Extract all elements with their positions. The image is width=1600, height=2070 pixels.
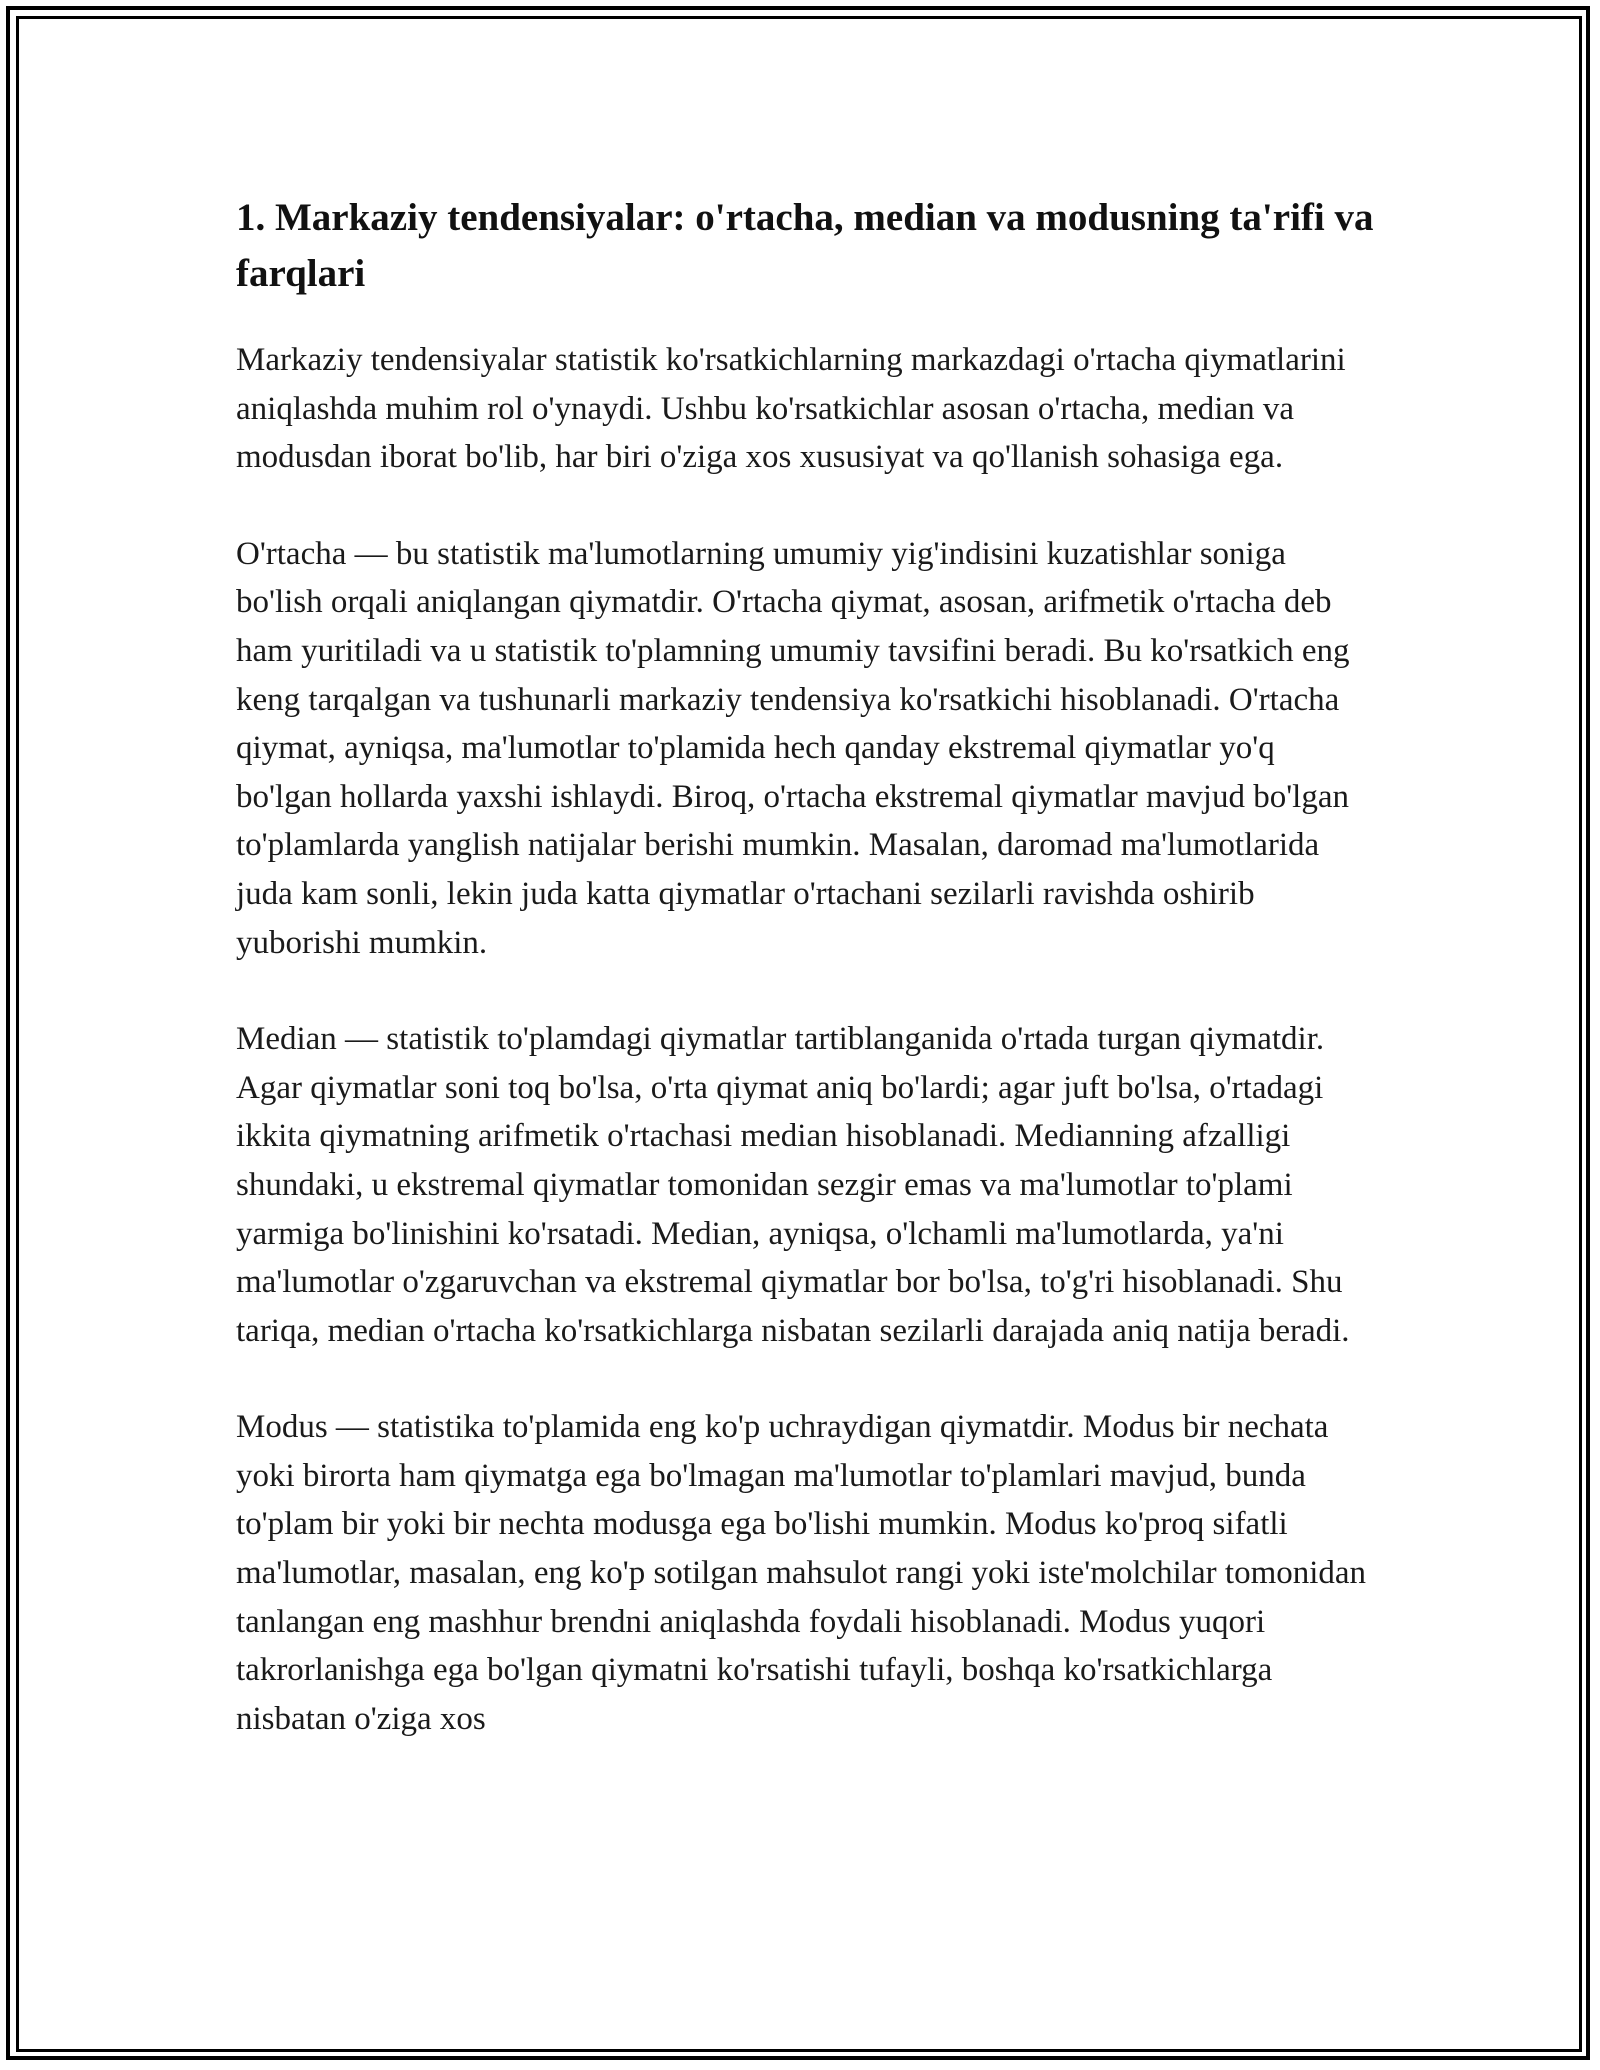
paragraph-median: Median — statistik to'plamdagi qiymatlar tartiblanganida o'rtada turgan qiymatdir. Agar qiymatlar soni toq bo'lsa, o'rta qiymat aniq bo'lardi; agar juft bo'lsa, o'rtadagi ikkita qiymatning arifmetik o'rtachasi median hisoblanadi. Medianning afzalligi shundaki, u ekstremal qiymatlar tomonidan sezgir emas va ma'lumotlar to'plami yarmiga bo'linishini ko'rsatadi. Median, ayniqsa, o'lchamli ma'lumotlarda, ya'ni ma'lumotlar o'zgaruvchan va ekstremal qiymatlar bor bo'lsa, to'g'ri hisoblanadi. Shu tariqa, median o'rtacha ko'rsatkichlarga nisbatan sezilarli darajada aniq natija beradi. xyxy=(236,1021,1350,1349)
paragraph-mode: Modus — statistika to'plamida eng ko'p uchraydigan qiymatdir. Modus bir nechata yoki birorta ham qiymatga ega bo'lmagan ma'lumotlar to'plamlari mavjud, bunda to'plam bir yoki bir nechta modusga ega bo'lishi mumkin. Modus ko'proq sifatli ma'lumotlar, masalan, eng ko'p sotilgan mahsulot rangi yoki iste'molchilar tomonidan tanlangan eng mashhur brendni aniqlashda foydali hisoblanadi. Modus yuqori takrorlanishga ega bo'lgan qiymatni ko'rsatishi tufayli, boshqa ko'rsatkichlarga nisbatan o'ziga xos xyxy=(236,1409,1367,1737)
document-body xyxy=(236,190,1376,1791)
paragraph-mean: O'rtacha — bu statistik ma'lumotlarning umumiy yig'indisini kuzatishlar soniga bo'lish orqali aniqlangan qiymatdir. O'rtacha qiymat, asosan, arifmetik o'rtacha deb ham yuritiladi va u statistik to'plamning umumiy tavsifini beradi. Bu ko'rsatkich eng keng tarqalgan va tushunarli markaziy tendensiya ko'rsatkichi hisoblanadi. O'rtacha qiymat, ayniqsa, ma'lumotlar to'plamida hech qanday ekstremal qiymatlar yo'q bo'lgan hollarda yaxshi ishlaydi. Biroq, o'rtacha ekstremal qiymatlar mavjud bo'lgan to'plamlarda yanglish natijalar berishi mumkin. Masalan, daromad ma'lumotlarida juda kam sonli, lekin juda katta qiymatlar o'rtachani sezilarli ravishda oshirib yuborishi mumkin. xyxy=(236,535,1350,961)
paragraph-intro: Markaziy tendensiyalar statistik ko'rsatkichlarning markazdagi o'rtacha qiymatlarini aniqlashda muhim rol o'ynaydi. Ushbu ko'rsatkichlar asosan o'rtacha, median va modusdan iborat bo'lib, har biri o'ziga xos xususiyat va qo'llanish sohasiga ega. xyxy=(236,342,1346,476)
section-heading: 1. Markaziy tendensiyalar: o'rtacha, median va modusning ta'rifi va farqlari xyxy=(236,196,1374,295)
